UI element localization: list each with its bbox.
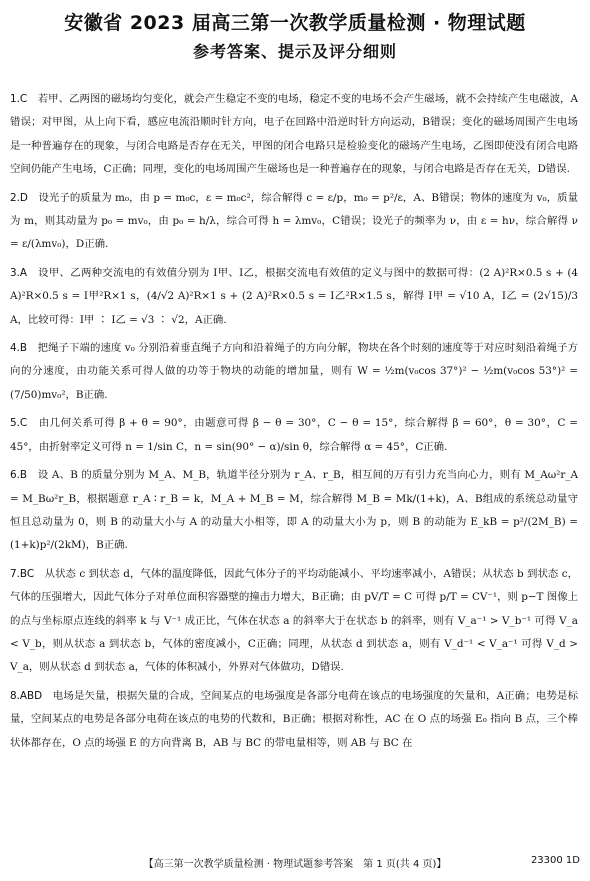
answer-item-6	[10, 464, 578, 558]
answer-text: 设光子的质量为 m₀，由 p = m₀c，ε = m₀c²，综合解得 c = ε/p，m₀ = p²/ε，A、B错误；物体的速度为 v₀，质量为 m，则其动量为 p₀ = mv₀，由 p₀ = h/λ，综合可得 h = λmv₀，C错误；设光子的频率为 ν，由 ε = hν，综合解得 ν = ε/(λmv₀)，D正确.	[10, 191, 578, 251]
answer-number: 1.C	[10, 93, 28, 105]
answer-text: 把绳子下端的速度 v₀ 分别沿着垂直绳子方向和沿着绳子的方向分解，物块在各个时刻的速度等于对应时刻沿着绳子方向的分速度，由功能关系可得人做的功等于物块的动能的增加量，则有 W = ½m(v₀cos 37°)² − ½m(v₀cos 53°)² = (7/50)mv₀²，B正确.	[10, 342, 579, 401]
answer-number: 7.BC	[10, 567, 35, 580]
answer-item-1	[10, 88, 578, 182]
answer-text: 从状态 c 到状态 d，气体的温度降低，因此气体分子的平均动能减小、平均速率减小，A错误；从状态 b 到状态 c，气体的压强增大，因此气体分子对单位面积容器壁的撞击力增大，B正确；由 pV/T = C 可得 p/T = CV⁻¹，则 p−T 图像上的点与坐标原点连线的斜率 k 与 V⁻¹ 成正比，气体在状态 a 的斜率大于在状态 b 的斜率，则有 V_a⁻¹ > V_b⁻¹ 可得 V_a < V_b，则从状态 a 到状态 b，气体的密度减小，C正确；同理，从状态 d 到状态 a，则有 V_d⁻¹ < V_a⁻¹ 可得 V_d > V_a，则从状态 d 到状态 a，气体的体积减小，外界对气体做功，D错误.	[10, 567, 579, 674]
answer-number: 3.A	[10, 266, 28, 279]
answer-item-4	[10, 337, 578, 407]
page-subtitle: 参考答案、提示及评分细则	[192, 42, 397, 61]
page-title: 安徽省 2023 届高三第一次教学质量检测 · 物理试题	[64, 12, 526, 34]
footer-code: 23300 1D	[530, 855, 580, 866]
answer-item-3	[10, 262, 578, 332]
answer-text: 由几何关系可得 β + θ = 90°，由题意可得 β − θ = 30°，C − θ = 15°，综合解得 β = 60°，θ = 30°，C = 45°，由折射率定义可得 n = 1/sin C，n = sin(90° − α)/sin θ，综合解得 α = 45°，C正确.	[10, 417, 578, 453]
answer-number: 4.B	[10, 342, 28, 355]
answer-number: 5.C	[10, 417, 28, 430]
answer-number: 8.ABD	[10, 689, 43, 702]
answer-number: 2.D	[10, 191, 28, 204]
footer-page-info: 【高三第一次教学质量检测 · 物理试题参考答案 第 1 页(共 4 页)】	[143, 859, 447, 870]
answer-text: 设 A、B 的质量分别为 M_A、M_B，轨道半径分别为 r_A、r_B，相互间的万有引力充当向心力，则有 M_Aω²r_A = M_Bω²r_B，根据题意 r_A ∶ r_B = k，M_A + M_B = M，综合解得 M_B = Mk/(1+k)，A、B组成的系统总动量守恒且总动量为 0，则 B 的动量大小与 A 的动量大小相等，即 A 的动量大小为 p，则 B 的动能为 E_kB = p²/(2M_B) = (1+k)p²/(2kM)，B正确.	[10, 469, 578, 552]
answer-item-5	[10, 412, 578, 459]
answer-text: 电场是矢量，根据矢量的合成，空间某点的电场强度是各部分电荷在该点的电场强度的矢量和，A正确；电势是标量，空间某点的电势是各部分电荷在该点的电势的代数和，B正确；根据对称性，AC 在 O 点的场强 E₀ 指向 B 点，三个棒状体都存在，O 点的场强 E 的方向背离 B，AB 与 BC 的带电量相等，则 AB 与 BC 在	[10, 689, 579, 749]
answer-number: 6.B	[10, 469, 28, 482]
answer-text: 设甲、乙两种交流电的有效值分别为 I甲、I乙，根据交流电有效值的定义与图中的数据可得：(2 A)²R×0.5 s + (4 A)²R×0.5 s = I甲²R×1 s，(4/√2 A)²R×1 s + (2 A)²R×0.5 s = I乙²R×1.5 s，解得 I甲 = √10 A，I乙 = (2√15)/3 A，比较可得：I甲 ∶ I乙 = √3 ∶ √2，A正确.	[10, 266, 578, 326]
answer-item-8	[10, 685, 578, 755]
answer-item-2	[10, 187, 578, 257]
page-footer	[0, 853, 590, 873]
answer-list	[10, 88, 578, 760]
answer-item-7	[10, 563, 578, 680]
answer-text: 若甲、乙两图的磁场均匀变化，就会产生稳定不变的电场，稳定不变的电场不会产生磁场，就不会持续产生电磁波，A错误；对甲图，从上向下看，感应电流沿顺时针方向，电子在回路中沿逆时针方向运动，B错误；变化的磁场周围产生电场是一种普遍存在的现象，与闭合电路是否存在无关，甲图的闭合电路只是检验变化的磁场产生电场，乙图即使没有闭合电路空间仍能产生电场，C正确；同理，变化的电场周围产生磁场也是一种普遍存在的现象，与闭合电路是否存在无关，D错误.	[10, 93, 579, 176]
